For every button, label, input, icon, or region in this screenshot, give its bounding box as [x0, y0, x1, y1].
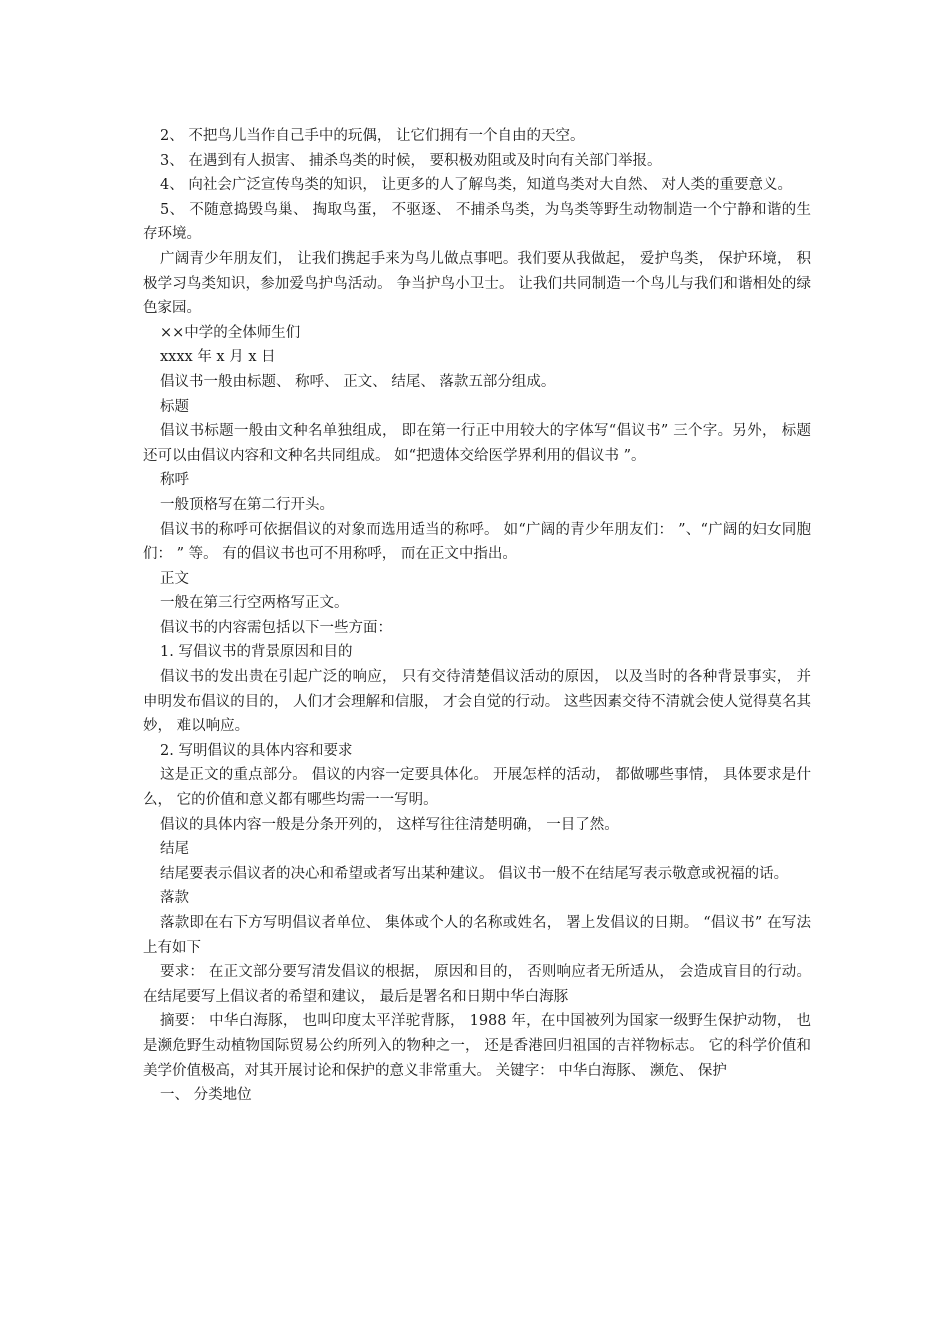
signature-line: ××中学的全体师生们: [160, 324, 301, 341]
appeal-paragraph: 广阔青少年朋友们， 让我们携起手来为鸟儿做点事吧。我们要从我做起， 爱护鸟类， 保护环境， 积极学习鸟类知识，参加爱鸟护鸟活动。 争当护鸟小卫士。 让我们共同制造一个鸟儿与我们和谐相处的绿色家园。: [143, 250, 811, 317]
body-point-2-paragraph: 这是正文的重点部分。 倡议的内容一定要具体化。 开展怎样的活动， 都做哪些事情， 具体要求是什么， 它的价值和意义都有哪些均需一一写明。: [143, 767, 811, 809]
body-point-1-paragraph: 倡议书的发出贵在引起广泛的响应， 只有交待清楚倡议活动的原因， 以及当时的各种背景事实， 并申明发布倡议的目的， 人们才会理解和信服， 才会自觉的行动。 这些因素交待不清就会使人觉得莫名其妙， 难以响应。: [143, 669, 811, 735]
item-3-paragraph: 3、 在遇到有人损害、 捕杀鸟类的时候， 要积极劝阻或及时向有关部门举报。: [160, 152, 662, 169]
body-point-2-heading: 2. 写明倡议的具体内容和要求: [160, 742, 353, 759]
salutation-description-paragraph: 倡议书的称呼可依据倡议的对象而选用适当的称呼。 如“广阔的青少年朋友们： ”、“广阔的妇女同胞们： ” 等。 有的倡议书也可不用称呼， 而在正文中指出。: [143, 521, 811, 563]
item-5-paragraph: 5、 不随意捣毁鸟巢、 掏取鸟蛋， 不驱逐、 不捕杀鸟类，为鸟类等野生动物制造一个宁静和谐的生存环境。: [143, 201, 811, 243]
requirements-paragraph: 要求： 在正文部分要写清发倡议的根据， 原因和目的， 否则响应者无所适从， 会造成盲目的行动。 在结尾要写上倡议者的希望和建议， 最后是署名和日期中华白海豚: [143, 964, 811, 1005]
heading-signoff-section: 落款: [160, 890, 189, 907]
signoff-description-paragraph: 落款即在右下方写明倡议者单位、 集体或个人的名称或姓名， 署上发倡议的日期。 “倡议书” 在写法上有如下: [143, 915, 811, 956]
structure-intro-paragraph: 倡议书一般由标题、 称呼、 正文、 结尾、 落款五部分组成。: [160, 373, 556, 390]
heading-title-section: 标题: [160, 398, 189, 415]
heading-salutation-section: 称呼: [160, 472, 189, 489]
heading-body-section: 正文: [160, 570, 189, 587]
section-1-heading: 一、 分类地位: [160, 1087, 252, 1104]
heading-ending-section: 结尾: [160, 841, 189, 858]
document-body: [143, 124, 811, 1108]
body-position-paragraph: 一般在第三行空两格写正文。: [160, 595, 349, 612]
body-content-intro-paragraph: 倡议书的内容需包括以下一些方面：: [160, 619, 392, 636]
body-point-1-heading: 1. 写倡议书的背景原因和目的: [160, 644, 353, 661]
abstract-paragraph: 摘要： 中华白海豚， 也叫印度太平洋驼背豚， 1988 年，在中国被列为国家一级野生保护动物， 也是濒危野生动植物国际贸易公约所列入的物种之一， 还是香港回归祖国的吉祥物标志。 它的科学价值和美学价值极高，对其开展讨论和保护的意义非常重大。 关键字： 中华白海豚、 濒危、 保护: [143, 1013, 811, 1079]
date-line: xxxx 年 x 月 x 日: [160, 349, 276, 366]
item-2-paragraph: 2、 不把鸟儿当作自己手中的玩偶， 让它们拥有一个自由的天空。: [160, 128, 585, 144]
item-4-paragraph: 4、 向社会广泛宣传鸟类的知识， 让更多的人了解鸟类，知道鸟类对大自然、 对人类的重要意义。: [160, 177, 793, 194]
title-description-paragraph: 倡议书标题一般由文种名单独组成， 即在第一行正中用较大的字体写“倡议书” 三个字。另外， 标题还可以由倡议内容和文种名共同组成。 如“把遗体交给医学界利用的倡议书 ”。: [143, 423, 811, 464]
ending-description-paragraph: 结尾要表示倡议者的决心和希望或者写出某种建议。 倡议书一般不在结尾写表示敬意或祝福的话。: [160, 865, 789, 882]
body-point-2-followup-paragraph: 倡议的具体内容一般是分条开列的， 这样写往往清楚明确， 一目了然。: [160, 816, 619, 833]
salutation-position-paragraph: 一般顶格写在第二行开头。: [160, 496, 334, 513]
